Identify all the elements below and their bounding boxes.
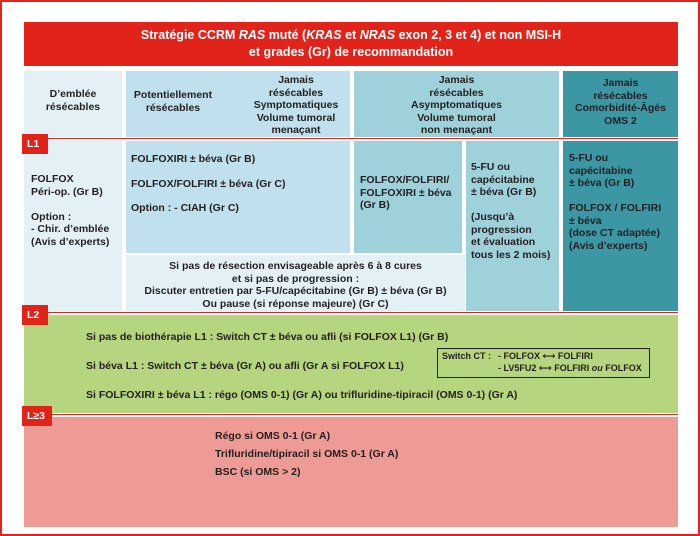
l1-immediately-resectable: FOLFOX Péri-op. (Gr B) Option : - Chir. d’emblée (Avis d’experts) xyxy=(24,141,122,311)
switch-ct-label: Switch CT : xyxy=(442,351,491,361)
l1-comorbid: 5-FU ou capécitabine ± béva (Gr B) FOLFOX / FOLFIRI ± béva (dose CT adaptée) (Avis d’experts) xyxy=(563,141,678,311)
diagram-title xyxy=(24,22,678,66)
l2-line-2: Si béva L1 : Switch CT ± béva (Gr A) ou afli (Gr A si FOLFOX L1) xyxy=(86,360,404,372)
l1-maintenance-note: Si pas de résection envisageable après 6 à 8 cures et si pas de progression : Discuter entretien par 5-FU/capécitabine (Gr B) ± béva (Gr B) Ou pause (si réponse majeure) (Gr C) xyxy=(126,255,465,311)
header-potentially-resectable xyxy=(126,71,350,137)
l2-line-3: Si FOLFOXIRI ± béva L1 : régo (OMS 0-1) (Gr A) ou trifluridine-tipiracil (OMS 0-1) (Gr A) xyxy=(86,389,518,401)
switch-ct-box xyxy=(437,348,650,378)
l1-asymptomatic-light: 5-FU ou capécitabine ± béva (Gr B) (Jusqu’à progression et évaluation tous les 2 mois) xyxy=(466,141,559,311)
tag-l3: L≥3 xyxy=(22,406,52,426)
l3-line-2: Trifluridine/tipiracil si OMS 0-1 (Gr A) xyxy=(215,448,399,460)
l1-potentially-resectable: FOLFOXIRI ± béva (Gr B) FOLFOX/FOLFIRI ± béva (Gr C) Option : - CIAH (Gr C) xyxy=(126,141,350,253)
l2-separator xyxy=(24,312,678,313)
header-never-resectable-comorbid: Jamais résécables Comorbidité-Âgés OMS 2 xyxy=(563,71,678,137)
l3-separator xyxy=(24,414,678,415)
header-never-resectable-symptomatic: Jamais résécables Symptomatiques Volume tumoral menaçant xyxy=(253,74,339,136)
tag-l1: L1 xyxy=(22,134,48,154)
l3-line-1: Régo si OMS 0-1 (Gr A) xyxy=(215,430,331,442)
switch-ct-option-2: - LV5FU2 ⟷ FOLFIRI ou FOLFOX xyxy=(498,363,642,373)
tag-l2: L2 xyxy=(22,305,48,325)
title-line-1: Stratégie CCRM RAS muté (KRAS et NRAS exon 2, 3 et 4) et non MSI-H xyxy=(140,28,562,42)
l3-line-3: BSC (si OMS > 2) xyxy=(215,466,301,478)
header-immediately-resectable: D’emblée résécables xyxy=(24,71,122,137)
title-line-2: et grades (Gr) de recommandation xyxy=(248,45,454,59)
header-potentially-resectable-label: Potentiellement résécables xyxy=(133,89,213,114)
l1-separator xyxy=(24,138,678,139)
header-never-resectable-asymptomatic: Jamais résécables Asymptomatiques Volume tumoral non menaçant xyxy=(354,71,559,137)
l2-line-1: Si pas de biothérapie L1 : Switch CT ± béva ou afli (si FOLFOX L1) (Gr B) xyxy=(86,331,449,343)
l1-asymptomatic-intensive: FOLFOX/FOLFIRI/ FOLFOXIRI ± béva (Gr B) xyxy=(354,141,462,253)
switch-ct-option-1: - FOLFOX ⟷ FOLFIRI xyxy=(498,351,593,361)
l3-panel xyxy=(24,417,678,527)
